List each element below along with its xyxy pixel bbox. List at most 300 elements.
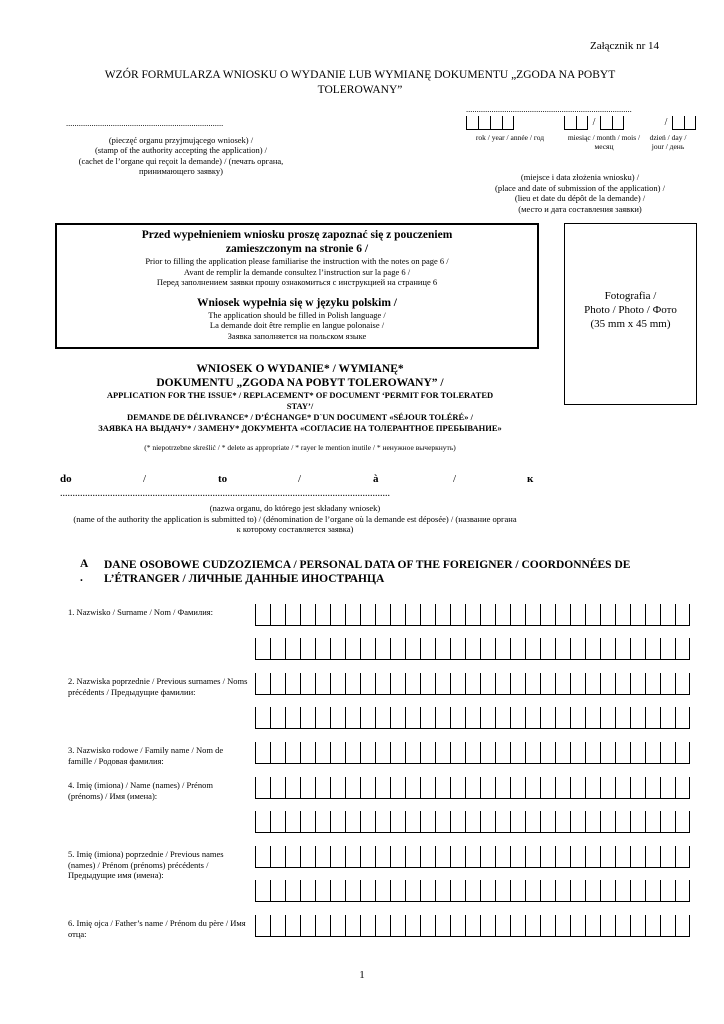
char-box[interactable] — [255, 880, 270, 902]
char-box[interactable] — [255, 742, 270, 764]
char-box[interactable] — [600, 915, 615, 937]
char-box[interactable] — [315, 811, 330, 833]
char-box[interactable] — [615, 811, 630, 833]
char-box[interactable] — [375, 638, 390, 660]
char-box[interactable] — [585, 742, 600, 764]
char-box[interactable] — [555, 638, 570, 660]
date-boxes[interactable] — [466, 116, 696, 130]
char-box[interactable] — [660, 604, 675, 626]
char-box[interactable] — [630, 673, 645, 695]
char-box[interactable] — [495, 638, 510, 660]
char-box[interactable] — [360, 604, 375, 626]
char-box[interactable] — [465, 880, 480, 902]
char-box[interactable] — [675, 742, 690, 764]
char-box[interactable] — [495, 915, 510, 937]
char-box[interactable] — [360, 777, 375, 799]
char-box[interactable] — [525, 707, 540, 729]
char-box[interactable] — [390, 915, 405, 937]
char-box[interactable] — [255, 777, 270, 799]
char-box[interactable] — [375, 707, 390, 729]
char-box[interactable] — [285, 811, 300, 833]
char-box[interactable] — [525, 915, 540, 937]
char-box[interactable] — [540, 846, 555, 868]
char-box[interactable] — [495, 742, 510, 764]
char-box[interactable] — [300, 673, 315, 695]
char-box[interactable] — [315, 638, 330, 660]
char-box[interactable] — [645, 742, 660, 764]
char-box[interactable] — [405, 880, 420, 902]
char-box[interactable] — [435, 604, 450, 626]
char-box[interactable] — [315, 604, 330, 626]
char-box[interactable] — [300, 604, 315, 626]
char-box[interactable] — [405, 604, 420, 626]
char-box[interactable] — [360, 811, 375, 833]
char-box[interactable] — [615, 638, 630, 660]
char-box[interactable] — [330, 707, 345, 729]
char-box[interactable] — [600, 846, 615, 868]
char-box[interactable] — [585, 638, 600, 660]
char-box[interactable] — [645, 915, 660, 937]
char-box[interactable] — [615, 777, 630, 799]
char-box[interactable] — [285, 638, 300, 660]
char-box[interactable] — [405, 742, 420, 764]
char-box[interactable] — [345, 707, 360, 729]
char-box[interactable] — [255, 811, 270, 833]
char-box[interactable] — [555, 880, 570, 902]
char-box[interactable] — [480, 638, 495, 660]
char-box[interactable] — [330, 846, 345, 868]
char-box[interactable] — [495, 777, 510, 799]
char-box[interactable] — [270, 915, 285, 937]
char-box[interactable] — [585, 707, 600, 729]
char-box[interactable] — [330, 673, 345, 695]
char-box[interactable] — [570, 880, 585, 902]
char-box[interactable] — [390, 673, 405, 695]
char-box[interactable] — [660, 846, 675, 868]
char-box[interactable] — [585, 915, 600, 937]
char-box[interactable] — [435, 777, 450, 799]
field-4-boxes-row1[interactable] — [255, 777, 690, 799]
char-box[interactable] — [525, 742, 540, 764]
char-box[interactable] — [270, 811, 285, 833]
char-box[interactable] — [330, 777, 345, 799]
field-4-boxes-row2[interactable] — [255, 811, 690, 833]
char-box[interactable] — [540, 811, 555, 833]
char-box[interactable] — [270, 604, 285, 626]
char-box[interactable] — [285, 707, 300, 729]
char-box[interactable] — [570, 604, 585, 626]
char-box[interactable] — [585, 811, 600, 833]
char-box[interactable] — [660, 915, 675, 937]
char-box[interactable] — [495, 811, 510, 833]
char-box[interactable] — [465, 811, 480, 833]
char-box[interactable] — [435, 915, 450, 937]
char-box[interactable] — [375, 604, 390, 626]
char-box[interactable] — [570, 742, 585, 764]
char-box[interactable] — [435, 811, 450, 833]
char-box[interactable] — [555, 604, 570, 626]
char-box[interactable] — [555, 846, 570, 868]
char-box[interactable] — [285, 604, 300, 626]
char-box[interactable] — [510, 777, 525, 799]
char-box[interactable] — [390, 742, 405, 764]
char-box[interactable] — [420, 811, 435, 833]
char-box[interactable] — [270, 742, 285, 764]
field-2-boxes-row1[interactable] — [255, 673, 690, 695]
char-box[interactable] — [300, 638, 315, 660]
char-box[interactable] — [360, 915, 375, 937]
char-box[interactable] — [270, 638, 285, 660]
char-box[interactable] — [255, 707, 270, 729]
char-box[interactable] — [495, 707, 510, 729]
char-box[interactable] — [330, 915, 345, 937]
char-box[interactable] — [345, 915, 360, 937]
char-box[interactable] — [450, 673, 465, 695]
char-box[interactable] — [360, 742, 375, 764]
char-box[interactable] — [450, 915, 465, 937]
char-box[interactable] — [435, 880, 450, 902]
char-box[interactable] — [615, 742, 630, 764]
char-box[interactable] — [300, 777, 315, 799]
field-2-boxes-row2[interactable] — [255, 707, 690, 729]
char-box[interactable] — [360, 846, 375, 868]
char-box[interactable] — [585, 777, 600, 799]
char-box[interactable] — [480, 811, 495, 833]
char-box[interactable] — [405, 673, 420, 695]
char-box[interactable] — [285, 742, 300, 764]
char-box[interactable] — [630, 777, 645, 799]
char-box[interactable] — [345, 846, 360, 868]
char-box[interactable] — [465, 673, 480, 695]
char-box[interactable] — [465, 742, 480, 764]
char-box[interactable] — [255, 673, 270, 695]
char-box[interactable] — [450, 742, 465, 764]
char-box[interactable] — [645, 846, 660, 868]
char-box[interactable] — [675, 707, 690, 729]
char-box[interactable] — [630, 880, 645, 902]
char-box[interactable] — [345, 604, 360, 626]
char-box[interactable] — [570, 777, 585, 799]
char-box[interactable] — [570, 638, 585, 660]
char-box[interactable] — [345, 777, 360, 799]
char-box[interactable] — [315, 846, 330, 868]
char-box[interactable] — [480, 673, 495, 695]
authority-input[interactable]: .................................................................................................................................... — [60, 488, 390, 499]
char-box[interactable] — [330, 742, 345, 764]
char-box[interactable] — [540, 915, 555, 937]
char-box[interactable] — [375, 777, 390, 799]
char-box[interactable] — [420, 846, 435, 868]
char-box[interactable] — [300, 846, 315, 868]
char-box[interactable] — [495, 846, 510, 868]
char-box[interactable] — [555, 811, 570, 833]
char-box[interactable] — [615, 604, 630, 626]
char-box[interactable] — [525, 846, 540, 868]
char-box[interactable] — [630, 742, 645, 764]
char-box[interactable] — [510, 604, 525, 626]
char-box[interactable] — [525, 604, 540, 626]
char-box[interactable] — [465, 777, 480, 799]
char-box[interactable] — [450, 880, 465, 902]
char-box[interactable] — [540, 880, 555, 902]
char-box[interactable] — [540, 742, 555, 764]
char-box[interactable] — [360, 673, 375, 695]
char-box[interactable] — [420, 880, 435, 902]
char-box[interactable] — [285, 880, 300, 902]
char-box[interactable] — [465, 915, 480, 937]
char-box[interactable] — [330, 638, 345, 660]
char-box[interactable] — [630, 638, 645, 660]
field-1-boxes-row2[interactable] — [255, 638, 690, 660]
char-box[interactable] — [630, 707, 645, 729]
char-box[interactable] — [630, 604, 645, 626]
char-box[interactable] — [675, 880, 690, 902]
char-box[interactable] — [285, 846, 300, 868]
char-box[interactable] — [600, 638, 615, 660]
char-box[interactable] — [675, 638, 690, 660]
char-box[interactable] — [570, 915, 585, 937]
char-box[interactable] — [615, 880, 630, 902]
char-box[interactable] — [270, 673, 285, 695]
char-box[interactable] — [660, 742, 675, 764]
char-box[interactable] — [570, 811, 585, 833]
char-box[interactable] — [660, 707, 675, 729]
char-box[interactable] — [405, 777, 420, 799]
char-box[interactable] — [375, 811, 390, 833]
char-box[interactable] — [405, 915, 420, 937]
char-box[interactable] — [405, 846, 420, 868]
char-box[interactable] — [390, 880, 405, 902]
char-box[interactable] — [270, 777, 285, 799]
char-box[interactable] — [435, 742, 450, 764]
char-box[interactable] — [510, 707, 525, 729]
char-box[interactable] — [285, 915, 300, 937]
char-box[interactable] — [555, 777, 570, 799]
char-box[interactable] — [645, 811, 660, 833]
char-box[interactable] — [360, 707, 375, 729]
char-box[interactable] — [390, 811, 405, 833]
char-box[interactable] — [570, 707, 585, 729]
char-box[interactable] — [510, 880, 525, 902]
char-box[interactable] — [615, 673, 630, 695]
char-box[interactable] — [450, 638, 465, 660]
char-box[interactable] — [345, 742, 360, 764]
char-box[interactable] — [585, 880, 600, 902]
char-box[interactable] — [510, 673, 525, 695]
char-box[interactable] — [435, 846, 450, 868]
char-box[interactable] — [480, 707, 495, 729]
char-box[interactable] — [660, 638, 675, 660]
char-box[interactable] — [420, 915, 435, 937]
char-box[interactable] — [315, 880, 330, 902]
char-box[interactable] — [570, 673, 585, 695]
char-box[interactable] — [645, 638, 660, 660]
char-box[interactable] — [285, 777, 300, 799]
char-box[interactable] — [255, 846, 270, 868]
char-box[interactable] — [660, 777, 675, 799]
char-box[interactable] — [345, 880, 360, 902]
char-box[interactable] — [660, 880, 675, 902]
char-box[interactable] — [315, 777, 330, 799]
char-box[interactable] — [675, 846, 690, 868]
char-box[interactable] — [330, 604, 345, 626]
char-box[interactable] — [315, 915, 330, 937]
char-box[interactable] — [660, 811, 675, 833]
char-box[interactable] — [375, 880, 390, 902]
char-box[interactable] — [450, 604, 465, 626]
char-box[interactable] — [540, 707, 555, 729]
char-box[interactable] — [255, 915, 270, 937]
char-box[interactable] — [645, 777, 660, 799]
char-box[interactable] — [495, 604, 510, 626]
char-box[interactable] — [675, 811, 690, 833]
char-box[interactable] — [495, 880, 510, 902]
char-box[interactable] — [555, 742, 570, 764]
char-box[interactable] — [555, 707, 570, 729]
char-box[interactable] — [525, 880, 540, 902]
char-box[interactable] — [450, 811, 465, 833]
char-box[interactable] — [330, 880, 345, 902]
char-box[interactable] — [345, 638, 360, 660]
char-box[interactable] — [450, 707, 465, 729]
char-box[interactable] — [480, 846, 495, 868]
char-box[interactable] — [600, 777, 615, 799]
char-box[interactable] — [540, 638, 555, 660]
char-box[interactable] — [315, 673, 330, 695]
char-box[interactable] — [375, 673, 390, 695]
char-box[interactable] — [495, 673, 510, 695]
char-box[interactable] — [555, 915, 570, 937]
char-box[interactable] — [540, 673, 555, 695]
char-box[interactable] — [420, 604, 435, 626]
char-box[interactable] — [525, 777, 540, 799]
char-box[interactable] — [270, 707, 285, 729]
char-box[interactable] — [645, 880, 660, 902]
char-box[interactable] — [375, 846, 390, 868]
char-box[interactable] — [480, 604, 495, 626]
field-5-boxes-row1[interactable] — [255, 846, 690, 868]
char-box[interactable] — [345, 811, 360, 833]
char-box[interactable] — [600, 673, 615, 695]
char-box[interactable] — [375, 915, 390, 937]
char-box[interactable] — [630, 811, 645, 833]
char-box[interactable] — [615, 707, 630, 729]
char-box[interactable] — [675, 777, 690, 799]
char-box[interactable] — [555, 673, 570, 695]
char-box[interactable] — [600, 604, 615, 626]
char-box[interactable] — [615, 846, 630, 868]
char-box[interactable] — [405, 707, 420, 729]
char-box[interactable] — [510, 638, 525, 660]
char-box[interactable] — [420, 707, 435, 729]
char-box[interactable] — [465, 638, 480, 660]
char-box[interactable] — [465, 707, 480, 729]
char-box[interactable] — [390, 604, 405, 626]
char-box[interactable] — [420, 742, 435, 764]
char-box[interactable] — [510, 915, 525, 937]
char-box[interactable] — [300, 811, 315, 833]
char-box[interactable] — [630, 846, 645, 868]
char-box[interactable] — [405, 638, 420, 660]
char-box[interactable] — [525, 673, 540, 695]
char-box[interactable] — [645, 604, 660, 626]
char-box[interactable] — [270, 846, 285, 868]
char-box[interactable] — [465, 604, 480, 626]
field-1-boxes-row1[interactable] — [255, 604, 690, 626]
char-box[interactable] — [315, 742, 330, 764]
photo-box[interactable] — [564, 223, 697, 405]
char-box[interactable] — [300, 707, 315, 729]
char-box[interactable] — [615, 915, 630, 937]
char-box[interactable] — [645, 673, 660, 695]
char-box[interactable] — [255, 604, 270, 626]
char-box[interactable] — [360, 638, 375, 660]
char-box[interactable] — [375, 742, 390, 764]
char-box[interactable] — [300, 742, 315, 764]
char-box[interactable] — [270, 880, 285, 902]
field-5-boxes-row2[interactable] — [255, 880, 690, 902]
char-box[interactable] — [660, 673, 675, 695]
char-box[interactable] — [480, 742, 495, 764]
char-box[interactable] — [645, 707, 660, 729]
char-box[interactable] — [525, 638, 540, 660]
char-box[interactable] — [525, 811, 540, 833]
char-box[interactable] — [480, 880, 495, 902]
char-box[interactable] — [345, 673, 360, 695]
field-6-boxes-row1[interactable] — [255, 915, 690, 937]
char-box[interactable] — [675, 915, 690, 937]
char-box[interactable] — [450, 846, 465, 868]
char-box[interactable] — [600, 742, 615, 764]
char-box[interactable] — [330, 811, 345, 833]
char-box[interactable] — [420, 673, 435, 695]
char-box[interactable] — [585, 604, 600, 626]
char-box[interactable] — [600, 880, 615, 902]
char-box[interactable] — [390, 638, 405, 660]
char-box[interactable] — [630, 915, 645, 937]
char-box[interactable] — [540, 604, 555, 626]
char-box[interactable] — [465, 846, 480, 868]
char-box[interactable] — [300, 880, 315, 902]
char-box[interactable] — [390, 846, 405, 868]
char-box[interactable] — [585, 846, 600, 868]
char-box[interactable] — [585, 673, 600, 695]
char-box[interactable] — [510, 811, 525, 833]
char-box[interactable] — [300, 915, 315, 937]
char-box[interactable] — [480, 915, 495, 937]
char-box[interactable] — [420, 777, 435, 799]
char-box[interactable] — [600, 811, 615, 833]
char-box[interactable] — [450, 777, 465, 799]
char-box[interactable] — [255, 638, 270, 660]
char-box[interactable] — [315, 707, 330, 729]
char-box[interactable] — [675, 673, 690, 695]
char-box[interactable] — [390, 707, 405, 729]
char-box[interactable] — [510, 742, 525, 764]
char-box[interactable] — [435, 707, 450, 729]
char-box[interactable] — [540, 777, 555, 799]
char-box[interactable] — [285, 673, 300, 695]
char-box[interactable] — [390, 777, 405, 799]
char-box[interactable] — [405, 811, 420, 833]
char-box[interactable] — [570, 846, 585, 868]
char-box[interactable] — [435, 673, 450, 695]
char-box[interactable] — [510, 846, 525, 868]
char-box[interactable] — [480, 777, 495, 799]
char-box[interactable] — [420, 638, 435, 660]
field-3-boxes-row1[interactable] — [255, 742, 690, 764]
char-box[interactable] — [360, 880, 375, 902]
